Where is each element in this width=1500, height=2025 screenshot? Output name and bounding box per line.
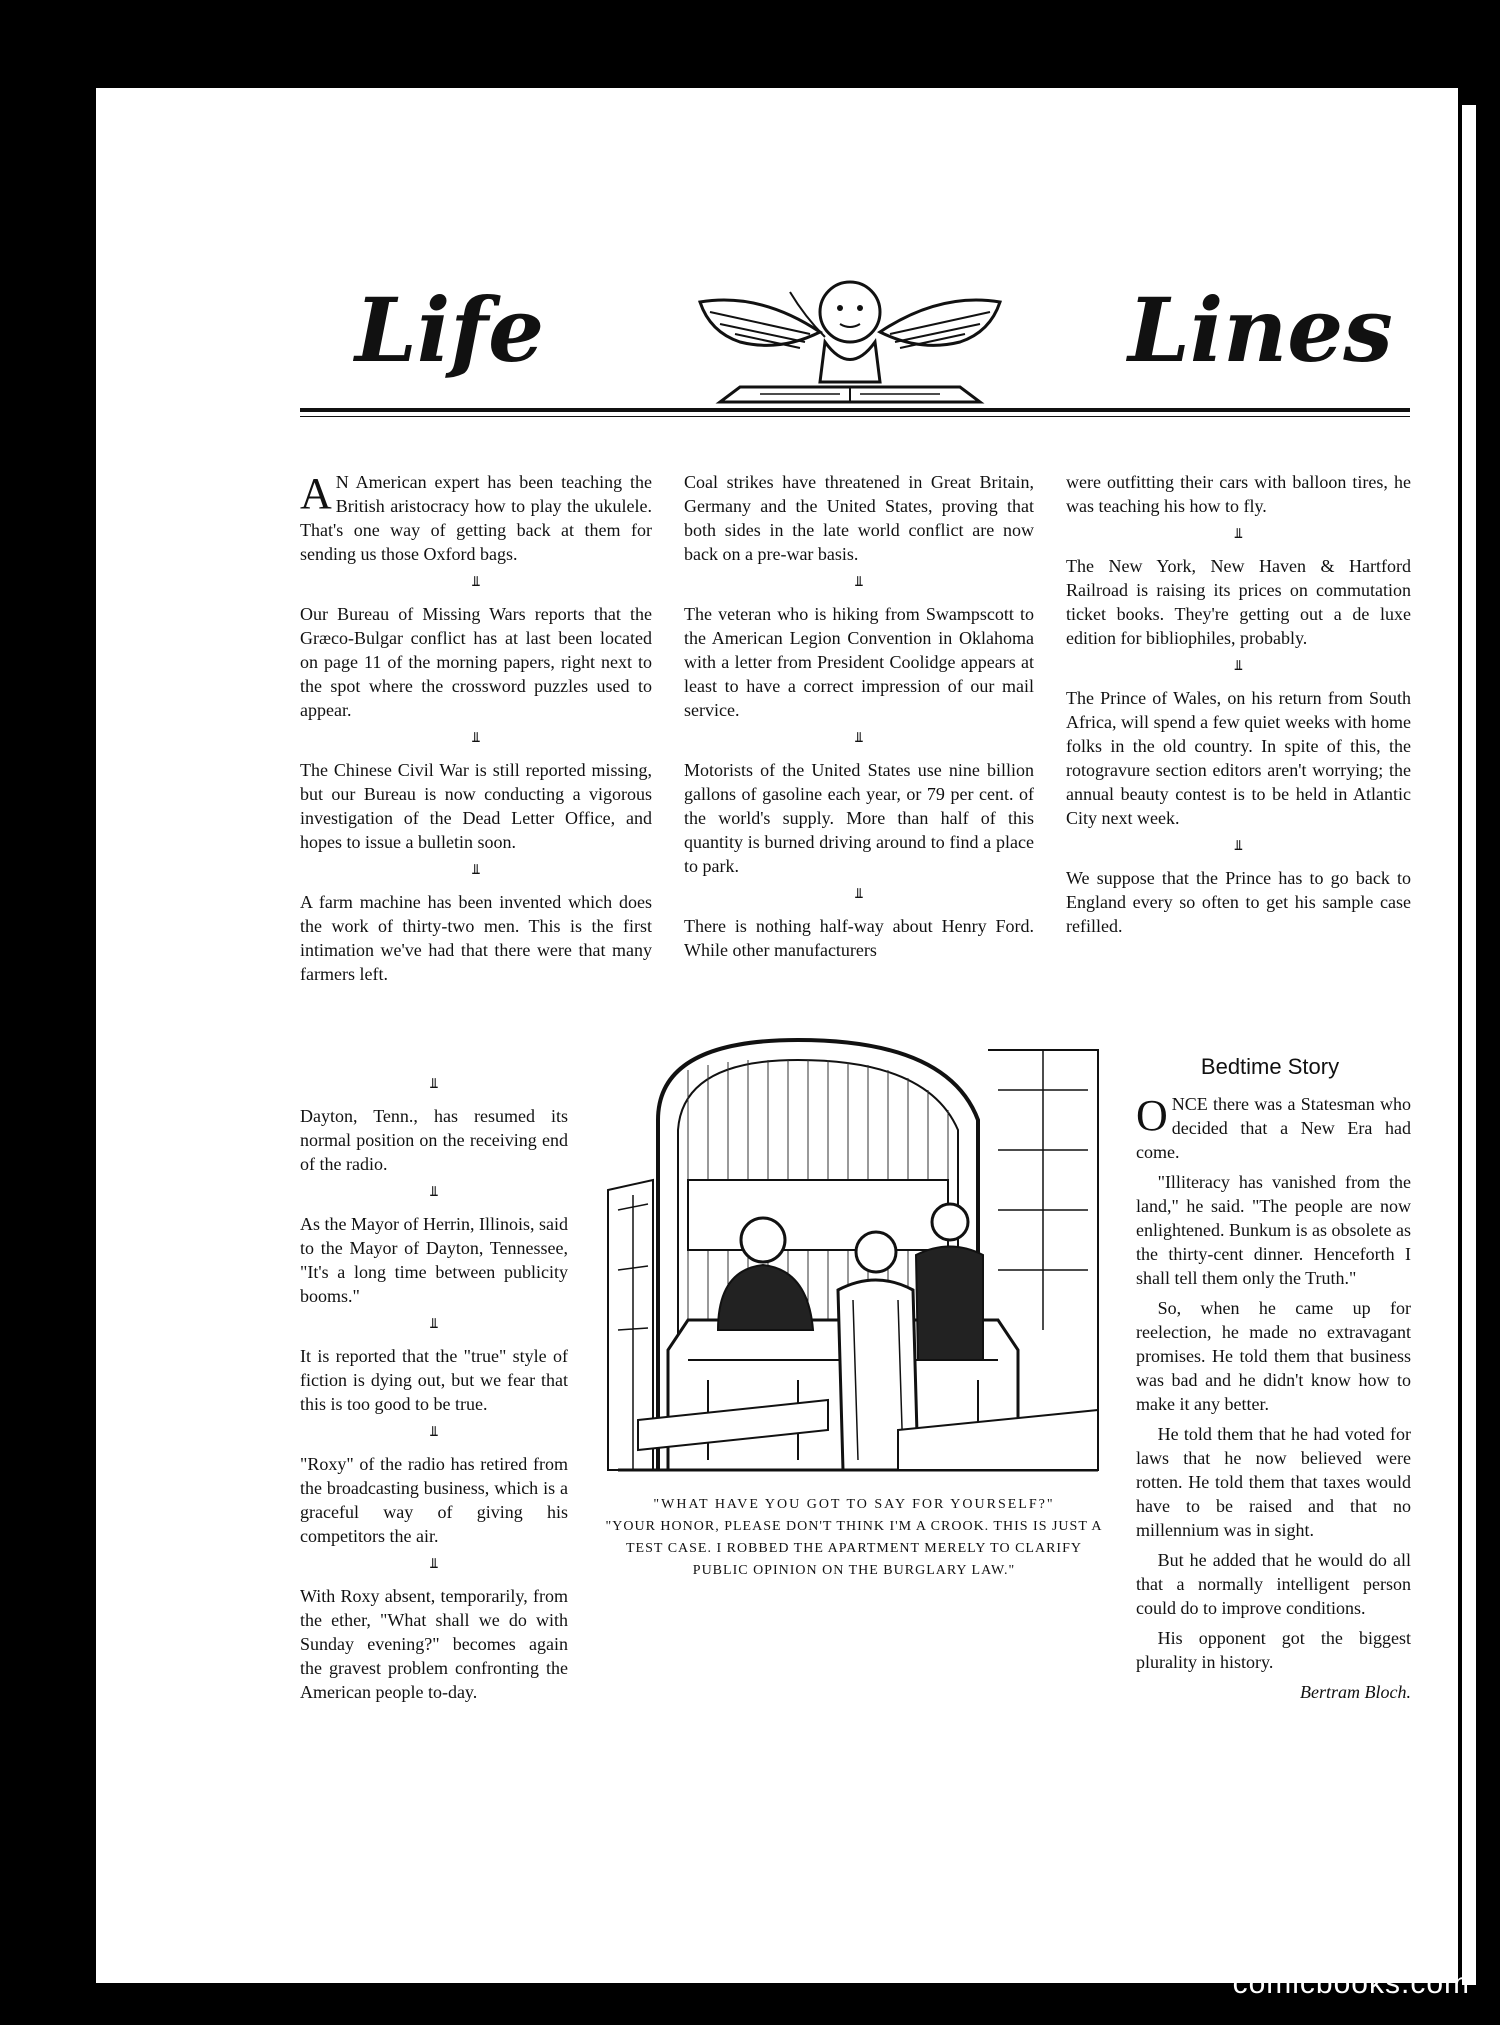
paragraph: "Roxy" of the radio has retired from the broadcasting business, which is a graceful way of giving his competitors the air. xyxy=(300,1454,568,1546)
column-1 xyxy=(300,470,652,986)
paragraph: Coal strikes have threatened in Great Britain, Germany and the United States, proving that both sides in the late world conflict are now back on a pre-war basis. xyxy=(684,472,1034,564)
paragraph: were outfitting their cars with balloon tires, he was teaching his how to fly. xyxy=(1066,472,1411,516)
separator-icon: ⫫ xyxy=(1234,659,1243,674)
bedtime-story-column xyxy=(1136,1092,1411,1704)
courtroom-illustration xyxy=(598,1030,1110,1490)
caption-line-1: "WHAT HAVE YOU GOT TO SAY FOR YOURSELF?" xyxy=(653,1497,1055,1512)
separator-icon: ⫫ xyxy=(430,1185,438,1200)
paragraph: With Roxy absent, temporarily, from the ether, "What shall we do with Sunday evening?" becomes again the gravest problem confronting the American people to-day. xyxy=(300,1586,568,1702)
caption-line-2: "YOUR HONOR, PLEASE DON'T THINK I'M A CROOK. THIS IS JUST A TEST CASE. I ROBBED THE APARTMENT MERELY TO CLARIFY PUBLIC OPINION ON THE BURGLARY LAW." xyxy=(605,1519,1103,1578)
separator-icon: ⫫ xyxy=(1234,839,1243,854)
paragraph: It is reported that the "true" style of fiction is dying out, but we fear that this is too good to be true. xyxy=(300,1346,568,1414)
paragraph: But he added that he would do all that a normally intelligent person could do to improve conditions. xyxy=(1136,1550,1411,1618)
author-signature: Bertram Bloch. xyxy=(1300,1682,1411,1702)
cherub-emblem-icon xyxy=(680,262,1020,412)
paragraph: "Illiteracy has vanished from the land," he said. "The people are now enlightened. Bunkum is as obsolete as the thirty-cent dinner. Henceforth I shall tell them only the Truth." xyxy=(1136,1172,1411,1288)
drop-cap: A xyxy=(300,469,332,518)
separator-icon: ⫫ xyxy=(1234,527,1243,542)
paragraph: Dayton, Tenn., has resumed its normal position on the receiving end of the radio. xyxy=(300,1106,568,1174)
bedtime-story-title: Bedtime Story xyxy=(1200,1054,1340,1079)
separator-icon: ⫫ xyxy=(430,1425,438,1440)
separator-icon: ⫫ xyxy=(472,731,480,746)
paragraph: We suppose that the Prince has to go back to England every so often to get his sample case refilled. xyxy=(1066,868,1411,936)
paragraph: A N American expert has been teaching the British aristocracy how to play the ukulele. That's one way of getting back at them for sending us those Oxford bags. xyxy=(300,469,652,564)
paragraph: Our Bureau of Missing Wars reports that the Græco-Bulgar conflict has at last been located on page 11 of the morning papers, right next to the spot where the crossword puzzles used to appear. xyxy=(300,604,652,720)
paragraph: ONCE there was a Statesman who decided that a New Era had come. xyxy=(1136,1091,1411,1162)
paragraph: The Prince of Wales, on his return from South Africa, will spend a few quiet weeks with home folks in the old country. In spite of this, the rotogravure section editors aren't worrying; the annual beauty contest is to be held in Atlantic City next week. xyxy=(1066,688,1411,828)
paragraph: So, when he came up for reelection, he made no extravagant promises. He told them that business was bad and he didn't know how to make it any better. xyxy=(1136,1298,1411,1414)
separator-icon: ⫫ xyxy=(855,731,863,746)
separator-icon: ⫫ xyxy=(430,1557,438,1572)
separator-icon: ⫫ xyxy=(855,575,863,590)
column-2 xyxy=(684,470,1034,962)
paragraph: He told them that he had voted for laws that he now believed were rotten. He told them that taxes would have to be raised and that no millennium was in sight. xyxy=(1136,1424,1411,1540)
column-1-narrow xyxy=(300,1068,568,1704)
separator-icon: ⫫ xyxy=(472,575,480,590)
header-rule xyxy=(300,408,1410,412)
drop-cap: O xyxy=(1136,1091,1168,1140)
illustration-caption xyxy=(598,1494,1110,1582)
header-rule-thin xyxy=(300,416,1410,417)
paragraph: Motorists of the United States use nine billion gallons of gasoline each year, or 79 per cent. of the world's supply. More than half of this quantity is burned driving around to find a place to park. xyxy=(684,760,1034,876)
paragraph: A farm machine has been invented which does the work of thirty-two men. This is the first intimation we've had that there were that many farmers left. xyxy=(300,892,652,984)
paragraph: The Chinese Civil War is still reported missing, but our Bureau is now conducting a vigorous investigation of the Dead Letter Office, and hopes to issue a bulletin soon. xyxy=(300,760,652,852)
separator-icon: ⫫ xyxy=(430,1317,438,1332)
paragraph: As the Mayor of Herrin, Illinois, said to the Mayor of Dayton, Tennessee, "It's a long time between publicity booms." xyxy=(300,1214,568,1306)
paragraph: His opponent got the biggest plurality in history. xyxy=(1136,1628,1411,1672)
paragraph: There is nothing half-way about Henry Ford. While other manufacturers xyxy=(684,916,1034,960)
paragraph: The veteran who is hiking from Swampscott to the American Legion Convention in Oklahoma with a letter from President Coolidge appears at least to have a correct impression of our mail service. xyxy=(684,604,1034,720)
paragraph: The New York, New Haven & Hartford Railroad is raising its prices on commutation ticket books. They're getting out a de luxe edition for bibliophiles, probably. xyxy=(1066,556,1411,648)
adjacent-page-edge xyxy=(1462,105,1476,1985)
column-3 xyxy=(1066,470,1411,938)
header-title-right: Lines xyxy=(1128,278,1393,382)
watermark: comicbooks.com xyxy=(1232,1967,1470,2000)
separator-icon: ⫫ xyxy=(472,863,480,878)
separator-icon: ⫫ xyxy=(855,887,863,902)
separator-icon: ⫫ xyxy=(430,1077,438,1092)
header-title-left: Life xyxy=(355,278,545,382)
